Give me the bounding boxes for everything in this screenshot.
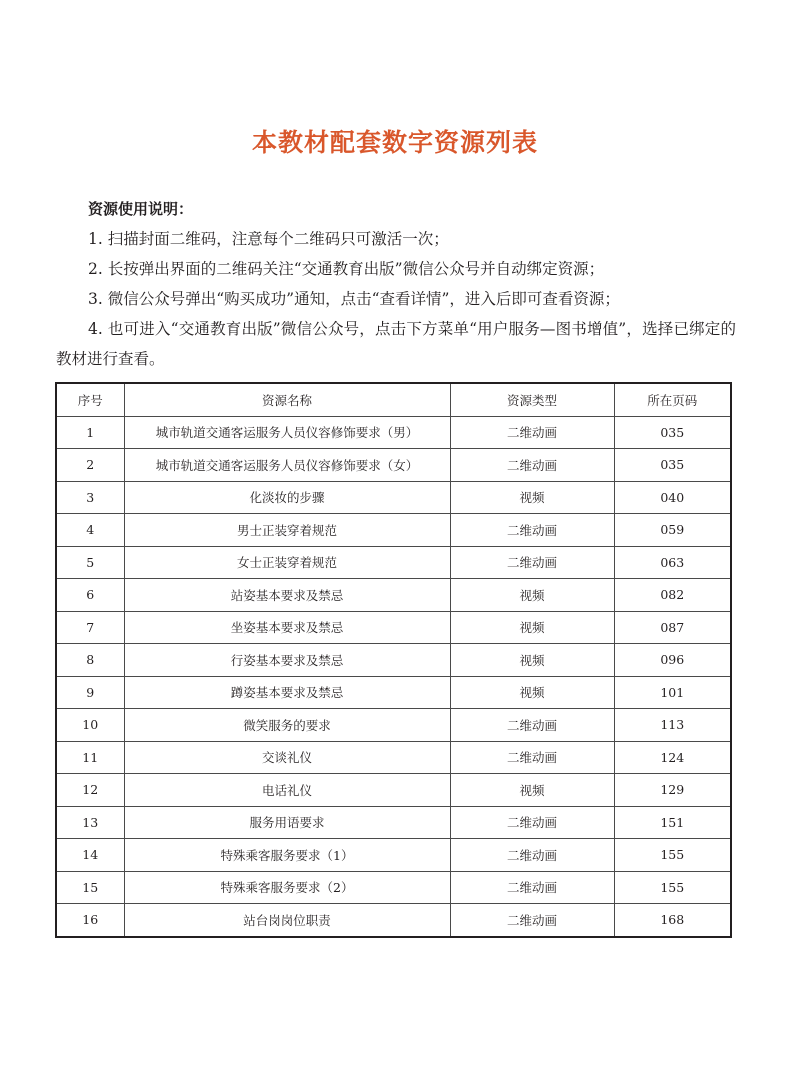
cell-number: 7 (56, 611, 124, 644)
cell-number: 3 (56, 481, 124, 514)
cell-number: 15 (56, 871, 124, 904)
cell-resource-name: 站姿基本要求及禁忌 (124, 579, 450, 612)
table-row (56, 904, 731, 937)
cell-resource-name: 电话礼仪 (124, 774, 450, 807)
cell-page: 155 (614, 839, 731, 872)
cell-resource-type: 二维动画 (450, 839, 614, 872)
cell-resource-name: 服务用语要求 (124, 806, 450, 839)
table-row (56, 839, 731, 872)
cell-number: 1 (56, 416, 124, 449)
cell-resource-type: 视频 (450, 579, 614, 612)
cell-number: 9 (56, 676, 124, 709)
cell-resource-type: 视频 (450, 611, 614, 644)
cell-resource-name: 男士正装穿着规范 (124, 514, 450, 547)
cell-page: 113 (614, 709, 731, 742)
cell-resource-type: 二维动画 (450, 709, 614, 742)
cell-resource-name: 女士正装穿着规范 (124, 546, 450, 579)
table-header-row (56, 383, 731, 416)
table-row (56, 871, 731, 904)
table-row (56, 741, 731, 774)
cell-page: 129 (614, 774, 731, 807)
cell-number: 2 (56, 449, 124, 482)
header-page: 所在页码 (614, 383, 731, 416)
instructions-heading: 资源使用说明： (88, 200, 194, 218)
cell-resource-type: 二维动画 (450, 871, 614, 904)
cell-number: 4 (56, 514, 124, 547)
cell-page: 082 (614, 579, 731, 612)
cell-resource-name: 特殊乘客服务要求（2） (124, 871, 450, 904)
cell-resource-name: 交谈礼仪 (124, 741, 450, 774)
instructions (56, 194, 736, 374)
cell-number: 12 (56, 774, 124, 807)
cell-number: 8 (56, 644, 124, 677)
cell-resource-name: 城市轨道交通客运服务人员仪容修饰要求（男） (124, 416, 450, 449)
table-row (56, 514, 731, 547)
cell-resource-name: 城市轨道交通客运服务人员仪容修饰要求（女） (124, 449, 450, 482)
cell-resource-type: 二维动画 (450, 449, 614, 482)
table-row (56, 481, 731, 514)
table-row (56, 416, 731, 449)
cell-resource-name: 化淡妆的步骤 (124, 481, 450, 514)
cell-page: 059 (614, 514, 731, 547)
table-row (56, 579, 731, 612)
cell-number: 16 (56, 904, 124, 937)
table-row (56, 774, 731, 807)
instruction-item: 3. 微信公众号弹出“购买成功”通知，点击“查看详情”，进入后即可查看资源； (88, 290, 620, 308)
cell-number: 6 (56, 579, 124, 612)
cell-resource-type: 视频 (450, 676, 614, 709)
table-row (56, 709, 731, 742)
cell-page: 087 (614, 611, 731, 644)
table-row (56, 546, 731, 579)
cell-page: 035 (614, 416, 731, 449)
cell-page: 101 (614, 676, 731, 709)
cell-page: 063 (614, 546, 731, 579)
page-title: 本教材配套数字资源列表 (251, 128, 538, 157)
cell-resource-type: 二维动画 (450, 514, 614, 547)
cell-number: 13 (56, 806, 124, 839)
header-number: 序号 (56, 383, 124, 416)
header-resource-name: 资源名称 (124, 383, 450, 416)
cell-resource-type: 二维动画 (450, 806, 614, 839)
cell-page: 040 (614, 481, 731, 514)
header-resource-type: 资源类型 (450, 383, 614, 416)
instruction-item: 1. 扫描封面二维码，注意每个二维码只可激活一次； (88, 230, 449, 248)
resource-table (55, 382, 732, 938)
cell-page: 035 (614, 449, 731, 482)
cell-resource-name: 坐姿基本要求及禁忌 (124, 611, 450, 644)
cell-page: 151 (614, 806, 731, 839)
table-row (56, 806, 731, 839)
cell-resource-type: 二维动画 (450, 904, 614, 937)
cell-resource-type: 视频 (450, 644, 614, 677)
cell-resource-name: 站台岗岗位职责 (124, 904, 450, 937)
cell-page: 096 (614, 644, 731, 677)
cell-number: 11 (56, 741, 124, 774)
cell-resource-name: 特殊乘客服务要求（1） (124, 839, 450, 872)
cell-number: 5 (56, 546, 124, 579)
cell-page: 155 (614, 871, 731, 904)
cell-number: 10 (56, 709, 124, 742)
cell-resource-type: 二维动画 (450, 546, 614, 579)
cell-page: 124 (614, 741, 731, 774)
cell-number: 14 (56, 839, 124, 872)
table-row (56, 644, 731, 677)
instruction-item: 4. 也可进入“交通教育出版”微信公众号，点击下方菜单“用户服务—图书增值”，选择已绑定的教材进行查看。 (56, 320, 736, 368)
cell-resource-name: 行姿基本要求及禁忌 (124, 644, 450, 677)
table-row (56, 676, 731, 709)
cell-page: 168 (614, 904, 731, 937)
table-row (56, 611, 731, 644)
cell-resource-name: 蹲姿基本要求及禁忌 (124, 676, 450, 709)
cell-resource-type: 视频 (450, 774, 614, 807)
cell-resource-type: 视频 (450, 481, 614, 514)
cell-resource-name: 微笑服务的要求 (124, 709, 450, 742)
instruction-item: 2. 长按弹出界面的二维码关注“交通教育出版”微信公众号并自动绑定资源； (88, 260, 605, 278)
cell-resource-type: 二维动画 (450, 741, 614, 774)
cell-resource-type: 二维动画 (450, 416, 614, 449)
table-row (56, 449, 731, 482)
